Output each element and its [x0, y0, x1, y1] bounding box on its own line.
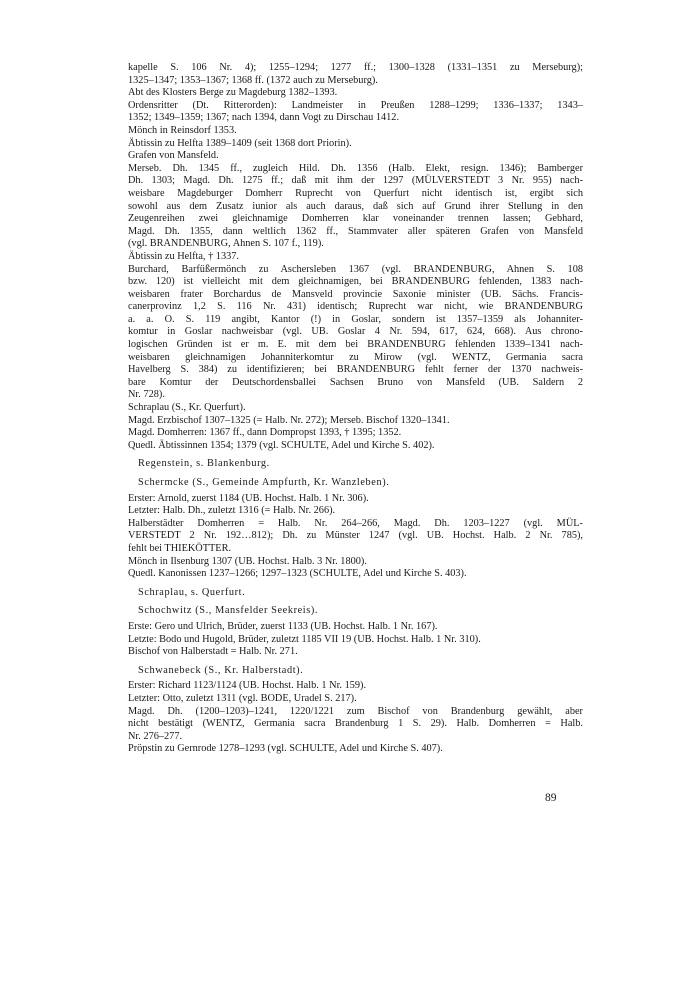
text-line: weisbaren frater Borchardus de Mansveld provincie Saxonie minister (UB. Sächs. Francis-	[128, 288, 583, 300]
text-line: Dh. 1303; Magd. Dh. 1275 ff.; daß mit ihm der 1297 (MÜLVERSTEDT 3 Nr. 955) nach-	[128, 175, 583, 187]
text-line: 1352; 1349–1359; 1367; nach 1394, dann Vogt zu Dirschau 1412.	[128, 112, 400, 124]
text-line: bare Komtur der Deutschordensballei Sachsen Bruno von Mansfeld (UB. Saldern 2	[128, 376, 583, 388]
text-line: 1325–1347; 1353–1367; 1368 ff. (1372 auch zu Merseburg).	[128, 74, 378, 86]
text-line: kapelle S. 106 Nr. 4); 1255–1294; 1277 ff.; 1300–1328 (1331–1351 zu Merseburg);	[128, 62, 583, 73]
text-line: Magd. Dh. 1355, dann weltlich 1362 ff., Stammvater aller späteren Grafen von Mansfeld	[128, 225, 583, 237]
text-line: Quedl. Kanonissen 1237–1266; 1297–1323 (SCHULTE, Adel und Kirche S. 403).	[128, 568, 467, 580]
text-line: Magd. Domherren: 1367 ff., dann Dompropst 1393, † 1395; 1352.	[128, 427, 402, 439]
text-line: sowohl aus dem Zusatz iunior als auch daraus, daß sich auf Grund ihrer Stellung in den	[128, 200, 583, 212]
text-line: Erster: Richard 1123/1124 (UB. Hochst. Halb. 1 Nr. 159).	[128, 680, 367, 692]
text-line: Nr. 728).	[128, 389, 165, 401]
entry-heading: Schwanebeck (S., Kr. Halberstadt).	[138, 664, 304, 676]
text-line: Letzte: Bodo und Hugold, Brüder, zuletzt 1185 VII 19 (UB. Hochst. Halb. 1 Nr. 310).	[128, 633, 481, 645]
text-line: (vgl. BRANDENBURG, Ahnen S. 107 f., 119).	[128, 238, 324, 250]
text-line: weisbaren gleichnamigen Johanniterkomtur zu Mirow (vgl. WENTZ, Germania sacra	[128, 351, 583, 363]
page-number: 89	[545, 792, 557, 804]
text-line: weisbare Magdeburger Domherr Ruprecht von Querfurt nicht identisch ist, ergibt sich	[128, 187, 583, 199]
text-line: fehlt bei THIEKÖTTER.	[128, 542, 232, 554]
text-line: Quedl. Äbtissinnen 1354; 1379 (vgl. SCHULTE, Adel und Kirche S. 402).	[128, 439, 435, 451]
text-line: Schraplau (S., Kr. Querfurt).	[128, 402, 246, 414]
text-line: Zeugenreihen zwei gleichnamige Domherren klar voneinander trennen lassen; Gebhard,	[128, 213, 583, 225]
text-line: Äbtissin zu Helfta, † 1337.	[128, 250, 239, 262]
entry-heading: Schermcke (S., Gemeinde Ampfurth, Kr. Wanzleben).	[138, 477, 390, 488]
text-line: Abt des Klosters Berge zu Magdeburg 1382–1393.	[128, 87, 338, 99]
text-line: VERSTEDT 2 Nr. 192…812); Dh. zu Münster 1247 (vgl. UB. Hochst. Halb. 2 Nr. 785),	[128, 530, 583, 542]
text-line: canerprovinz 1,2 S. 116 Nr. 431) identisch; Ruprecht war nicht, wie BRANDENBURG	[128, 301, 583, 313]
text-line: Merseb. Dh. 1345 ff., zugleich Hild. Dh. 1356 (Halb. Elekt, resign. 1346); Bamberger	[128, 162, 583, 174]
text-line: Mönch in Reinsdorf 1353.	[128, 124, 237, 136]
text-line: Magd. Erzbischof 1307–1325 (= Halb. Nr. 272); Merseb. Bischof 1320–1341.	[128, 414, 450, 426]
text-line: bzw. 120) ist vielleicht mit dem gleichnamigen, bei BRANDENBURG fehlenden, 1383 nach-	[128, 276, 583, 288]
entry-heading: Regenstein, s. Blankenburg.	[138, 458, 270, 470]
text-line: Letzter: Otto, zuletzt 1311 (vgl. BODE, Uradel S. 217).	[128, 692, 357, 704]
text-line: Letzter: Halb. Dh., zuletzt 1316 (= Halb. Nr. 266).	[128, 505, 336, 517]
text-line: nicht bestätigt (WENTZ, Germania sacra Brandenburg 1 S. 29). Halb. Domherren = Halb.	[128, 718, 583, 730]
text-line: Halberstädter Domherren = Halb. Nr. 264–266, Magd. Dh. 1203–1227 (vgl. MÜL-	[128, 517, 583, 529]
text-line: Burchard, Barfüßermönch zu Aschersleben 1367 (vgl. BRANDENBURG, Ahnen S. 108	[128, 263, 583, 275]
document-body	[128, 62, 583, 756]
text-line: Grafen von Mansfeld.	[128, 150, 219, 162]
entry-heading: Schochwitz (S., Mansfelder Seekreis).	[138, 605, 319, 617]
text-line: Erster: Arnold, zuerst 1184 (UB. Hochst. Halb. 1 Nr. 306).	[128, 492, 369, 504]
text-line: logischen Gründen ist er m. E. mit dem bei BRANDENBURG fehlenden 1339–1341 nach-	[128, 339, 583, 351]
text-line: Havelberg S. 384) zu identifizieren; bei BRANDENBURG fehlt ferner der 1370 nachweis-	[128, 364, 583, 376]
text-line: Magd. Dh. (1200–1203)–1241, 1220/1221 zum Bischof von Brandenburg gewählt, aber	[128, 705, 583, 717]
text-line: Bischof von Halberstadt = Halb. Nr. 271.	[128, 646, 298, 658]
text-line: komtur in Goslar nachweisbar (vgl. UB. Goslar 4 Nr. 594, 617, 624, 668). Aus chrono-	[128, 326, 583, 338]
text-line: Mönch in Ilsenburg 1307 (UB. Hochst. Halb. 3 Nr. 1800).	[128, 555, 367, 567]
text-line: Ordensritter (Dt. Ritterorden): Landmeister in Preußen 1288–1299; 1336–1337; 1343–	[128, 99, 583, 111]
text-line: Äbtissin zu Helfta 1389–1409 (seit 1368 dort Priorin).	[128, 137, 352, 149]
text-line: a. a. O. S. 119 angibt, Kantor (!) in Goslar, sondern ist 1357–1359 als Johanniter-	[128, 313, 583, 325]
text-line: Pröpstin zu Gernrode 1278–1293 (vgl. SCHULTE, Adel und Kirche S. 407).	[128, 743, 443, 755]
entry-heading: Schraplau, s. Querfurt.	[138, 586, 246, 598]
text-line: Erste: Gero und Ulrich, Brüder, zuerst 1133 (UB. Hochst. Halb. 1 Nr. 167).	[128, 620, 438, 632]
text-line: Nr. 276–277.	[128, 730, 183, 742]
